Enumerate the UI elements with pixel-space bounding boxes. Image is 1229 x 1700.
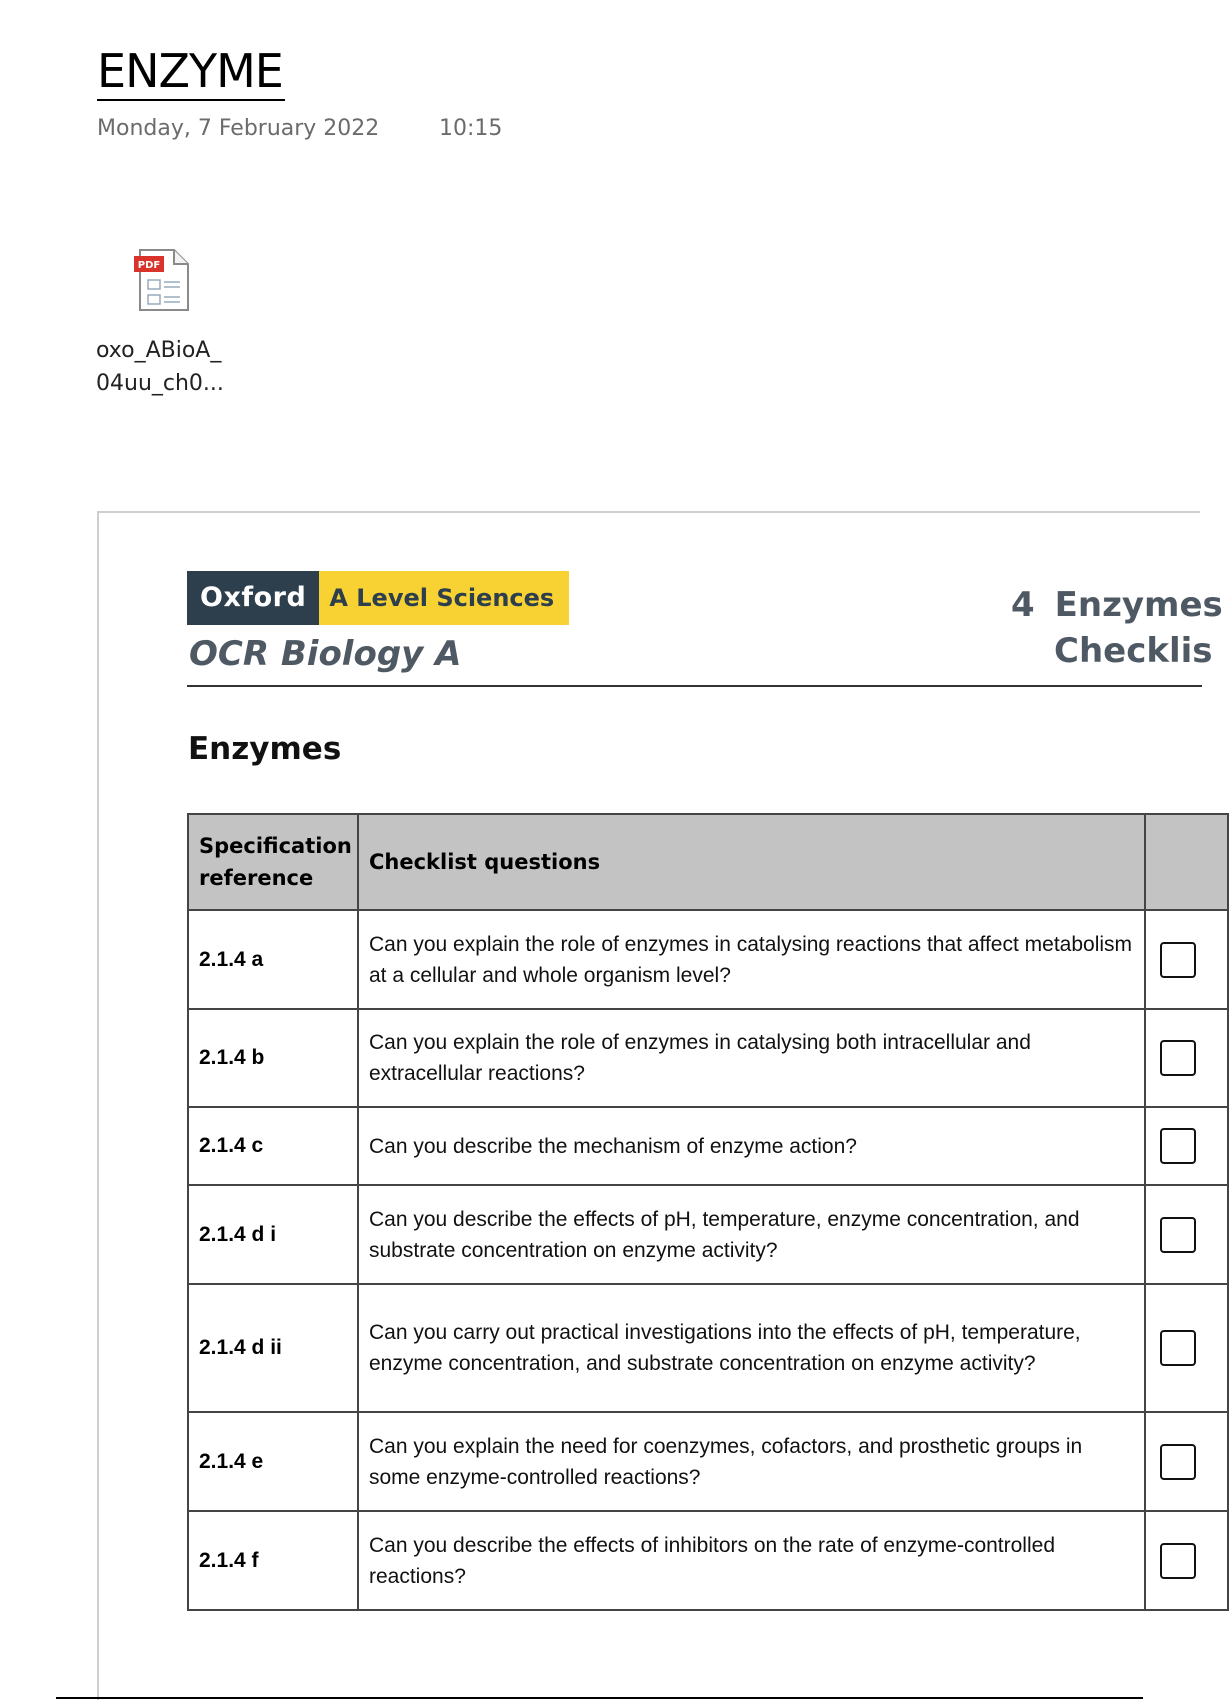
checkbox-cell: [1145, 1107, 1228, 1185]
spec-reference-cell: 2.1.4 d i: [188, 1185, 358, 1284]
section-heading: Enzymes: [188, 731, 342, 767]
page-bottom-rule: [56, 1697, 1143, 1699]
spec-reference-cell: 2.1.4 e: [188, 1412, 358, 1511]
table-row: [188, 1412, 1228, 1511]
checklist-checkbox[interactable]: [1160, 1444, 1196, 1480]
chapter-title: [1011, 585, 1223, 625]
spec-reference-cell: 2.1.4 a: [188, 910, 358, 1009]
table-row: [188, 1284, 1228, 1412]
checklist-question-cell: Can you describe the effects of pH, temperature, enzyme concentration, and substrate concentration on enzyme activity?: [358, 1185, 1145, 1284]
table-row: [188, 1511, 1228, 1610]
checklist-body: [188, 910, 1228, 1610]
checkbox-cell: [1145, 1412, 1228, 1511]
attachment-filename-line2: 04uu_ch0...: [96, 371, 224, 396]
checklist-question-cell: Can you carry out practical investigations into the effects of pH, temperature, enzyme concentration, and substrate concentration on enzyme activity?: [358, 1284, 1145, 1412]
checklist-question-cell: Can you explain the need for coenzymes, cofactors, and prosthetic groups in some enzyme-controlled reactions?: [358, 1412, 1145, 1511]
brand-oxford: Oxford: [187, 571, 319, 625]
chapter-name: Enzymes: [1054, 585, 1223, 625]
chapter-number: 4: [1011, 585, 1035, 625]
header-checkbox-column: [1145, 814, 1228, 910]
table-row: [188, 1185, 1228, 1284]
oxford-brand-logo: [187, 571, 569, 625]
title-underline: [97, 99, 285, 101]
course-title: OCR Biology A: [189, 634, 462, 674]
checklist-table: [187, 813, 1229, 1611]
header-spec-reference: Specification reference: [188, 814, 358, 910]
attachment-filename: [96, 334, 256, 400]
spec-reference-cell: 2.1.4 b: [188, 1009, 358, 1107]
embedded-document-printout: [97, 511, 1223, 1700]
checklist-question-cell: Can you describe the mechanism of enzyme action?: [358, 1107, 1145, 1185]
brand-a-level-sciences: A Level Sciences: [319, 571, 569, 625]
table-row: [188, 910, 1228, 1009]
checklist-question-cell: Can you describe the effects of inhibitors on the rate of enzyme-controlled reactions?: [358, 1511, 1145, 1610]
table-row: [188, 1009, 1228, 1107]
checklist-checkbox[interactable]: [1160, 1543, 1196, 1579]
checkbox-cell: [1145, 1009, 1228, 1107]
table-header-row: [188, 814, 1228, 910]
attachment-filename-line1: oxo_ABioA_: [96, 338, 222, 363]
checklist-checkbox[interactable]: [1160, 942, 1196, 978]
header-checklist-questions: Checklist questions: [358, 814, 1145, 910]
checkbox-cell: [1145, 1185, 1228, 1284]
spec-reference-cell: 2.1.4 f: [188, 1511, 358, 1610]
spec-reference-cell: 2.1.4 d ii: [188, 1284, 358, 1412]
chapter-subtitle: Checklis: [1054, 631, 1213, 671]
checklist-question-cell: Can you explain the role of enzymes in catalysing reactions that affect metabolism at a cellular and whole organism level?: [358, 910, 1145, 1009]
note-time: 10:15: [439, 116, 503, 141]
svg-text:PDF: PDF: [137, 260, 161, 271]
checklist-question-cell: Can you explain the role of enzymes in catalysing both intracellular and extracellular reactions?: [358, 1009, 1145, 1107]
table-row: [188, 1107, 1228, 1185]
checklist-checkbox[interactable]: [1160, 1217, 1196, 1253]
spec-reference-cell: 2.1.4 c: [188, 1107, 358, 1185]
pdf-file-icon: [132, 246, 194, 316]
checklist-checkbox[interactable]: [1160, 1128, 1196, 1164]
checkbox-cell: [1145, 1511, 1228, 1610]
checkbox-cell: [1145, 1284, 1228, 1412]
note-title[interactable]: ENZYME: [97, 44, 283, 98]
header-divider: [187, 685, 1202, 687]
checklist-checkbox[interactable]: [1160, 1040, 1196, 1076]
checkbox-cell: [1145, 910, 1228, 1009]
note-date: Monday, 7 February 2022: [97, 116, 380, 141]
checklist-checkbox[interactable]: [1160, 1330, 1196, 1366]
